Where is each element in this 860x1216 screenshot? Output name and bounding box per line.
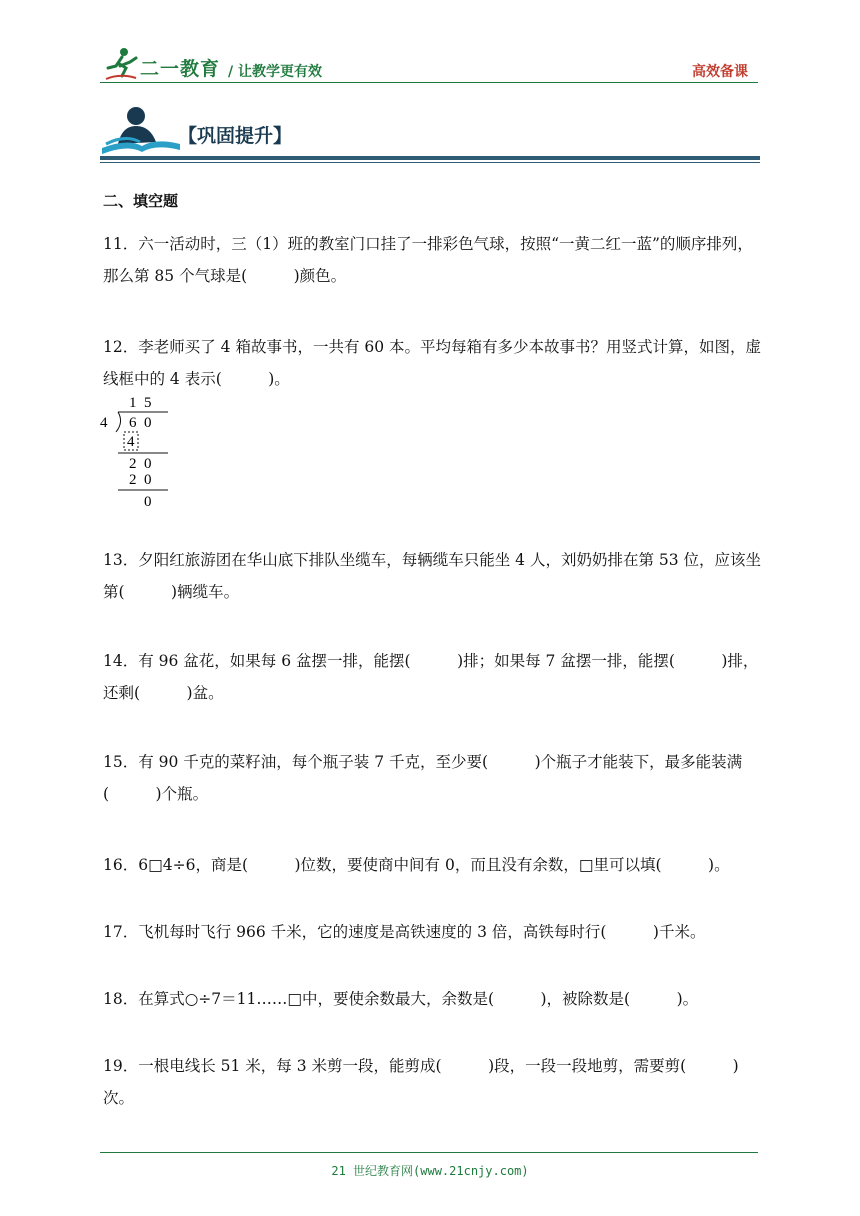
banner-title: 【巩固提升】 xyxy=(178,125,293,147)
final-remainder: 0 xyxy=(144,494,152,510)
dividend-digit: 6 xyxy=(129,415,137,431)
banner-divider-thick xyxy=(100,156,760,160)
question-18: 18．在算式○÷7＝11……□中，要使余数最大，余数是( )，被除数是( )。 xyxy=(103,990,699,1008)
product-digit: 2 xyxy=(129,472,137,488)
footer-text: 21 世纪教育网(www.21cnjy.com) xyxy=(331,1164,529,1178)
header-brand: 高效备课 xyxy=(692,64,748,80)
dividend-digit: 0 xyxy=(144,415,152,431)
product-digit: 0 xyxy=(144,472,152,488)
question-16: 16．6□4÷6，商是( )位数，要使商中间有 0，而且没有余数，□里可以填( )。 xyxy=(103,856,730,874)
question-15: 15．有 90 千克的菜籽油，每个瓶子装 7 千克，至少要( )个瓶子才能装下，最多能装满( )个瓶。 xyxy=(103,753,743,803)
question-19: 19．一根电线长 51 米，每 3 米剪一段，能剪成( )段，一段一段地剪，需要剪( )次。 xyxy=(103,1057,739,1107)
remainder-digit: 0 xyxy=(144,456,152,472)
footer-divider xyxy=(100,1152,758,1153)
remainder-digit: 2 xyxy=(129,456,137,472)
header-divider xyxy=(100,82,758,83)
question-12: 12．李老师买了 4 箱故事书，一共有 60 本。平均每箱有多少本故事书？用竖式计算，如图，虚线框中的 4 表示( )。 xyxy=(103,338,762,388)
question-13: 13．夕阳红旅游团在华山底下排队坐缆车，每辆缆车只能坐 4 人，刘奶奶排在第 53 位，应该坐第( )辆缆车。 xyxy=(103,551,762,601)
runner-logo-icon xyxy=(104,46,138,82)
quotient-digit: 1 xyxy=(129,395,137,411)
reader-book-icon xyxy=(98,104,182,156)
header-slogan: / 让教学更有效 xyxy=(228,64,322,80)
question-11: 11．六一活动时，三（1）班的教室门口挂了一排彩色气球，按照“一黄二红一蓝”的顺序排列，那么第 85 个气球是( )颜色。 xyxy=(103,235,753,285)
product-digit-boxed: 4 xyxy=(127,434,135,450)
banner-divider-thin xyxy=(100,162,760,163)
section-title: 二、填空题 xyxy=(103,192,179,210)
logo-text: 二一教育 xyxy=(140,58,221,80)
quotient-digit: 5 xyxy=(144,395,152,411)
long-division-figure xyxy=(96,394,176,514)
question-14: 14．有 96 盆花，如果每 6 盆摆一排，能摆( )排；如果每 7 盆摆一排，能摆( )排，还剩( )盆。 xyxy=(103,652,759,702)
divisor: 4 xyxy=(100,415,108,431)
question-17: 17．飞机每时飞行 966 千米，它的速度是高铁速度的 3 倍，高铁每时行( )千米。 xyxy=(103,923,706,941)
